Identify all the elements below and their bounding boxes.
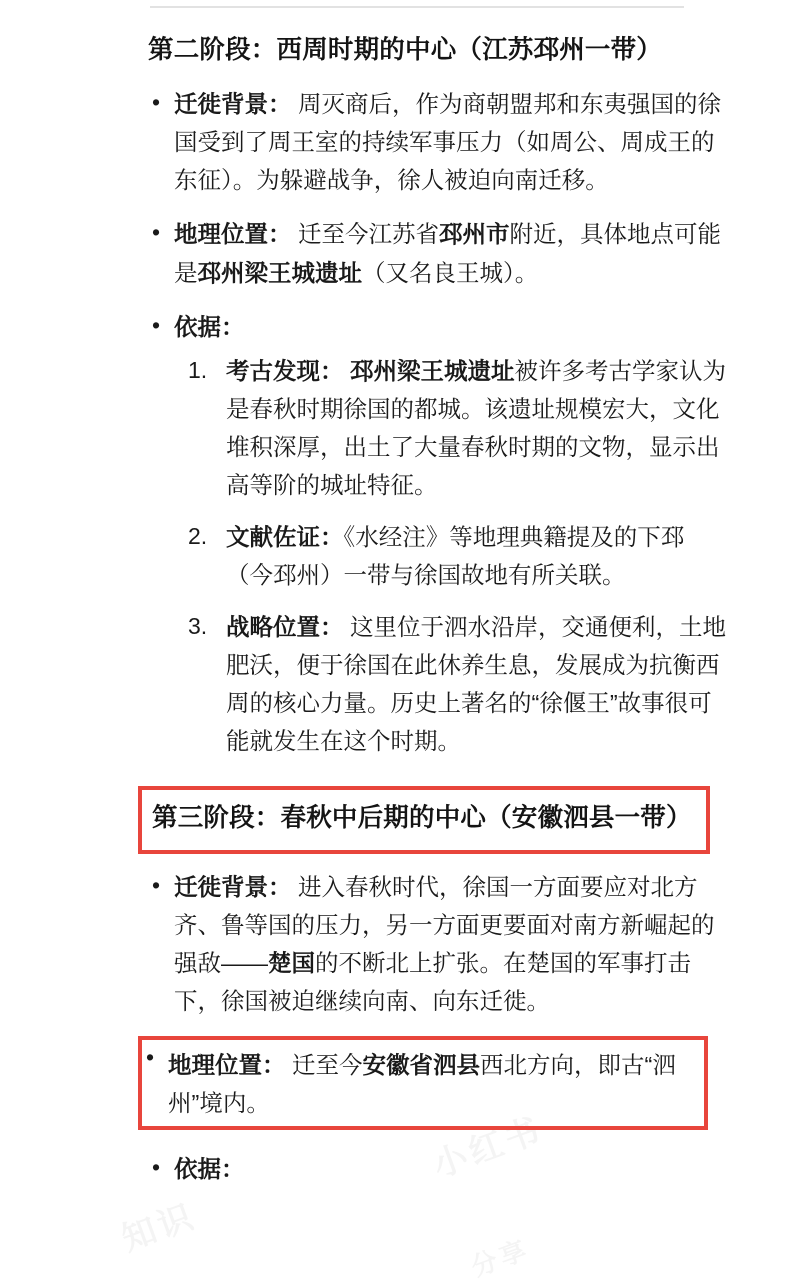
bullet-bold-a: 安徽省泗县 xyxy=(362,1051,481,1078)
evidence-label: 文献佐证： xyxy=(226,523,344,550)
evidence-text-a: 这里位于泗水沿岸，交通便利，土地肥沃，便于徐国在此休养生息，发展成为抗衡西周的核心力量。历史上著名的“徐偃王”故事很可能就发生在这个时期。 xyxy=(226,614,727,755)
bullet-text: 周灭商后，作为商朝盟邦和东夷强国的徐国受到了周王室的持续军事压力（如周公、周成王的东征）。为躲避战争，徐人被迫向南迁移。 xyxy=(174,91,722,194)
stage3-heading-highlight xyxy=(138,786,710,853)
stage3-heading: 第三阶段：春秋中后期的中心（安徽泗县一带） xyxy=(152,804,692,833)
watermark-3 xyxy=(465,1229,534,1284)
bullet-bold-a: 邳州市 xyxy=(439,221,510,248)
list-item xyxy=(174,518,727,594)
list-item xyxy=(174,608,727,760)
bullet-text-c: （又名良王城）。 xyxy=(362,259,539,286)
bullet-text-b: 的不断北上扩张。在楚国的军事打击下，徐国被迫继续向南、向东迁徙。 xyxy=(174,949,691,1014)
bullet-text-a: 进入春秋时代，徐国一方面要应对北方齐、鲁等国的压力，另一方面更要面对南方新崛起的强敌—— xyxy=(174,873,715,976)
bullet-bold-b: 邳州梁王城遗址 xyxy=(197,259,362,286)
stage2-bullet-list xyxy=(148,85,727,760)
stage3-bullet-list xyxy=(148,868,727,1188)
evidence-wrapper xyxy=(174,352,727,761)
stage2-evidence-list xyxy=(174,352,727,761)
list-item xyxy=(148,215,727,291)
list-item xyxy=(174,352,727,504)
bullet-label: 迁徙背景： xyxy=(174,873,292,900)
list-item xyxy=(148,85,727,199)
bullet-bold-a: 楚国 xyxy=(268,949,315,976)
stage3-location-highlight xyxy=(138,1036,708,1130)
bullet-label: 地理位置： xyxy=(174,221,292,248)
list-item xyxy=(148,868,727,1020)
bullet-label: 依据： xyxy=(174,313,245,340)
stage2-heading: 第二阶段：西周时期的中心（江苏邳州一带） xyxy=(148,36,663,64)
evidence-label: 考古发现： xyxy=(226,357,344,384)
list-item xyxy=(148,1150,727,1188)
bullet-label: 地理位置： xyxy=(168,1051,286,1078)
bullet-text-a: 迁至今 xyxy=(285,1051,363,1078)
list-item xyxy=(148,308,727,761)
bullet-text-b: 西北方向，即古“泗州”境内。 xyxy=(168,1051,676,1116)
bullet-text-a: 迁至今江苏省 xyxy=(291,221,440,248)
bullet-label: 迁徙背景： xyxy=(174,91,292,118)
bullet-label: 依据： xyxy=(174,1155,245,1182)
evidence-text-a: 《水经注》等地理典籍提及的下邳（今邳州）一带与徐国故地有所关联。 xyxy=(226,523,685,588)
evidence-bold-a: 邳州梁王城遗址 xyxy=(350,357,515,384)
evidence-label: 战略位置： xyxy=(226,614,344,641)
evidence-text-b: 被许多考古学家认为是春秋时期徐国的都城。该遗址规模宏大，文化堆积深厚，出土了大量春秋时期的文物，显示出高等阶的城址特征。 xyxy=(226,357,727,498)
bullet-text-b: 附近，具体地点可能是 xyxy=(174,221,722,286)
top-divider xyxy=(150,6,684,8)
